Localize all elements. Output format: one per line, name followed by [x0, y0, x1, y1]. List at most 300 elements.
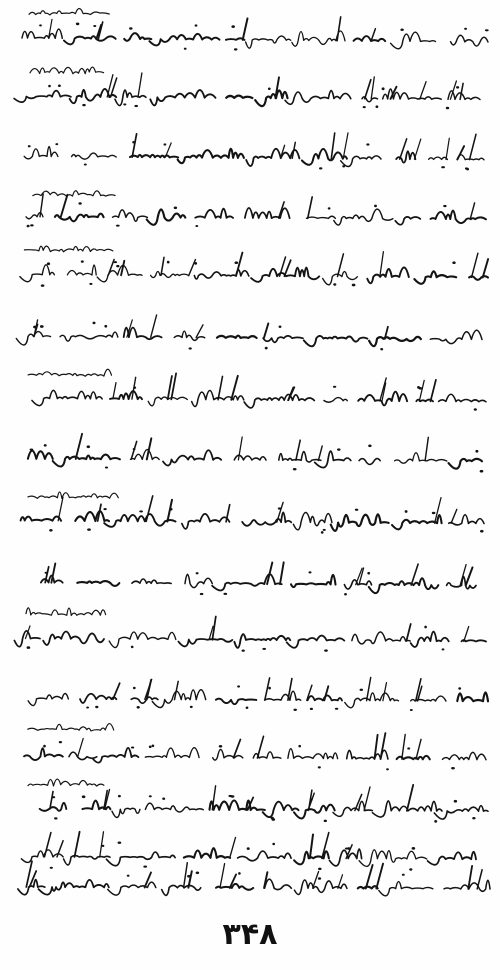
script-dot — [93, 25, 96, 27]
script-dot — [319, 167, 322, 169]
script-ascender-stroke — [431, 380, 436, 401]
script-word-stroke — [162, 885, 201, 895]
script-dot — [412, 847, 416, 850]
script-word-stroke — [210, 801, 265, 811]
script-dot — [366, 143, 369, 145]
script-dot — [328, 207, 331, 209]
script-ascender-stroke — [75, 832, 80, 857]
script-word-stroke — [287, 636, 345, 648]
script-ascender-stroke — [337, 17, 341, 41]
script-word-stroke — [395, 453, 447, 464]
handwritten-line — [22, 8, 489, 50]
script-dot — [472, 817, 475, 819]
script-dot — [195, 24, 198, 26]
script-word-stroke — [246, 36, 291, 48]
script-dot — [278, 507, 282, 509]
script-word-stroke — [293, 513, 332, 530]
script-word-stroke — [14, 91, 71, 103]
script-ascender-stroke — [380, 252, 384, 277]
script-dot — [279, 326, 282, 328]
script-dot — [132, 141, 135, 144]
script-ascender-stroke — [113, 383, 116, 399]
script-dot — [318, 877, 321, 880]
script-dot — [55, 143, 58, 145]
script-word-stroke — [395, 217, 420, 225]
script-word-stroke — [145, 803, 203, 812]
script-dot — [323, 529, 326, 531]
script-word-stroke — [108, 882, 156, 895]
script-word-stroke — [150, 90, 215, 105]
script-word-stroke — [288, 749, 338, 759]
script-dot — [374, 205, 377, 208]
script-dot — [82, 104, 85, 106]
script-word-stroke — [152, 690, 205, 708]
script-ascender-stroke — [313, 872, 319, 889]
script-dot — [137, 706, 140, 709]
script-dot — [28, 145, 31, 147]
script-dot — [134, 105, 138, 107]
script-ascender-stroke — [420, 82, 426, 100]
script-dot — [116, 225, 120, 227]
script-dot — [231, 25, 235, 28]
script-word-stroke — [115, 90, 146, 105]
script-word-stroke — [265, 879, 292, 889]
script-ascender-stroke — [466, 567, 473, 585]
script-dot — [380, 348, 383, 350]
script-ascender-stroke — [146, 496, 153, 521]
script-dot — [81, 260, 84, 262]
script-ascender-stroke — [189, 260, 196, 276]
script-ascender-stroke — [381, 733, 386, 759]
script-dot — [344, 593, 347, 596]
script-word-stroke — [28, 694, 68, 706]
script-dot — [129, 27, 132, 29]
script-dot — [405, 510, 408, 513]
script-dot — [164, 143, 167, 145]
script-dot — [375, 105, 378, 108]
script-ascender-stroke — [406, 624, 410, 641]
script-word-stroke — [112, 808, 140, 817]
script-dot — [43, 745, 46, 748]
handwritten-line — [24, 724, 486, 771]
script-dot — [76, 23, 80, 26]
script-word-stroke — [331, 514, 389, 531]
script-ascender-stroke — [175, 681, 179, 699]
script-dot — [41, 284, 45, 287]
script-ascender-stroke — [364, 787, 370, 811]
script-dot — [52, 796, 55, 798]
script-dot — [335, 708, 339, 710]
script-ascender-stroke — [470, 134, 477, 159]
script-dot — [458, 687, 461, 689]
script-word-stroke — [53, 455, 120, 467]
script-word-stroke — [124, 33, 151, 41]
script-ascender-stroke — [310, 835, 313, 859]
script-dot — [116, 265, 119, 267]
script-dot — [247, 847, 250, 850]
script-word-stroke — [226, 38, 245, 40]
script-word-stroke — [24, 147, 58, 159]
script-word-stroke — [352, 632, 410, 644]
script-word-stroke — [178, 639, 232, 647]
script-dot — [84, 163, 87, 165]
script-ascender-stroke — [108, 260, 114, 276]
script-word-stroke — [149, 34, 219, 46]
script-dot — [400, 29, 403, 32]
script-ascender-stroke — [343, 133, 348, 159]
script-dot — [92, 322, 95, 325]
script-word-stroke — [359, 850, 427, 867]
script-ascender-stroke — [151, 315, 157, 337]
script-word-stroke — [396, 151, 415, 162]
script-dot — [45, 572, 48, 574]
script-word-stroke — [60, 332, 118, 341]
script-ascender-stroke — [100, 832, 104, 857]
script-dot — [127, 875, 130, 877]
handwritten-line — [24, 133, 484, 171]
script-dot — [410, 709, 413, 711]
script-word-stroke — [93, 748, 138, 763]
script-dot — [386, 768, 389, 770]
script-word-stroke — [22, 29, 62, 38]
script-dot — [268, 87, 271, 90]
script-dot — [103, 508, 106, 510]
script-dot — [293, 468, 297, 470]
script-word-stroke — [391, 32, 436, 49]
script-ascender-stroke — [196, 325, 203, 338]
script-dot — [402, 874, 405, 876]
script-dot — [187, 875, 191, 878]
script-ascender-stroke — [296, 440, 300, 460]
script-dot — [268, 687, 271, 690]
script-dot — [167, 261, 170, 264]
script-word-stroke — [80, 694, 116, 703]
script-dot — [333, 283, 336, 285]
script-marginal-stroke — [28, 724, 114, 731]
script-dot — [309, 571, 312, 573]
script-word-stroke — [414, 271, 456, 283]
script-ascender-stroke — [483, 259, 488, 277]
script-marginal-stroke — [24, 246, 112, 252]
script-word-stroke — [285, 91, 351, 105]
script-word-stroke — [439, 394, 486, 402]
script-dot — [310, 708, 313, 710]
script-dot — [480, 530, 484, 533]
script-word-stroke — [43, 632, 104, 645]
handwritten-line — [28, 369, 486, 411]
script-ascender-stroke — [407, 785, 413, 811]
script-word-stroke — [291, 575, 336, 587]
script-dot — [33, 326, 36, 329]
script-dot — [102, 845, 105, 847]
script-dot — [30, 224, 34, 226]
script-word-stroke — [334, 209, 393, 225]
script-marginal-stroke — [28, 492, 118, 498]
script-dot — [409, 868, 412, 870]
script-word-stroke — [323, 272, 358, 285]
script-dot — [143, 865, 147, 867]
script-dot — [293, 709, 296, 711]
script-word-stroke — [64, 856, 110, 865]
script-ascender-stroke — [161, 257, 164, 275]
script-ascender-stroke — [402, 735, 405, 760]
script-word-stroke — [359, 459, 380, 465]
script-marginal-stroke — [33, 191, 115, 196]
script-word-stroke — [21, 517, 62, 521]
script-ascender-stroke — [61, 195, 68, 217]
script-word-stroke — [67, 265, 96, 275]
script-dot — [30, 449, 34, 451]
handwritten-line — [28, 779, 488, 823]
script-word-stroke — [77, 581, 119, 586]
script-word-stroke — [263, 336, 303, 342]
script-dot — [474, 408, 477, 411]
script-ascender-stroke — [318, 446, 322, 460]
script-ascender-stroke — [383, 683, 387, 701]
script-dot — [432, 512, 436, 514]
script-ascender-stroke — [425, 437, 428, 461]
script-dot — [485, 29, 489, 31]
script-word-stroke — [367, 268, 409, 284]
script-word-stroke — [24, 748, 63, 760]
script-ascender-stroke — [138, 73, 142, 97]
script-dot — [162, 798, 165, 800]
script-dot — [89, 283, 92, 285]
script-ascender-stroke — [121, 261, 124, 275]
script-word-stroke — [330, 849, 362, 866]
script-word-stroke — [302, 149, 347, 165]
script-word-stroke — [242, 512, 291, 525]
handwritten-line — [14, 608, 486, 652]
script-word-stroke — [431, 211, 487, 223]
script-dot — [262, 648, 266, 650]
script-dot — [44, 444, 47, 447]
script-dot — [324, 649, 328, 651]
script-dot — [169, 508, 172, 511]
script-dot — [87, 528, 91, 531]
script-marginal-stroke — [28, 369, 111, 376]
script-dot — [443, 205, 446, 207]
handwritten-line — [26, 191, 486, 228]
script-word-stroke — [104, 514, 175, 527]
script-word-stroke — [163, 450, 221, 465]
script-word-stroke — [64, 36, 116, 44]
script-dot — [118, 795, 121, 798]
script-dot — [238, 872, 241, 875]
script-word-stroke — [444, 880, 490, 891]
script-dot — [49, 529, 52, 532]
script-dot — [318, 766, 321, 768]
script-word-stroke — [434, 806, 488, 819]
script-ascender-stroke — [113, 683, 120, 699]
script-word-stroke — [194, 270, 248, 279]
script-dot — [95, 706, 98, 708]
script-dot — [310, 798, 313, 801]
script-ascender-stroke — [76, 434, 82, 459]
script-dot — [442, 648, 445, 650]
script-dot — [434, 820, 437, 823]
script-dot — [87, 445, 90, 448]
script-ascender-stroke — [58, 497, 63, 521]
handwritten-line — [21, 832, 476, 871]
script-word-stroke — [216, 699, 256, 705]
script-dot — [105, 466, 108, 468]
script-ascender-stroke — [78, 738, 84, 756]
script-dot — [184, 48, 187, 50]
script-word-stroke — [174, 331, 205, 340]
script-word-stroke — [392, 515, 442, 529]
script-word-stroke — [294, 805, 335, 819]
script-dot — [48, 85, 51, 88]
script-word-stroke — [32, 390, 102, 405]
script-dot — [235, 261, 239, 264]
script-word-stroke — [109, 632, 176, 648]
script-word-stroke — [178, 149, 244, 163]
script-dot — [54, 817, 57, 819]
script-dot — [59, 741, 62, 743]
script-dot — [367, 572, 370, 575]
script-dot — [149, 795, 152, 797]
script-word-stroke — [345, 693, 399, 708]
script-ascender-stroke — [243, 18, 248, 40]
script-dot — [368, 444, 371, 447]
script-dot — [195, 225, 198, 227]
script-dot — [58, 85, 61, 88]
script-ascender-stroke — [477, 870, 482, 889]
script-ascender-stroke — [257, 736, 263, 758]
script-ascender-stroke — [451, 509, 457, 523]
script-dot — [342, 165, 345, 167]
script-ascender-stroke — [366, 865, 373, 889]
script-word-stroke — [265, 691, 301, 700]
script-word-stroke — [238, 851, 292, 861]
script-dot — [82, 795, 86, 798]
script-dot — [321, 531, 324, 534]
script-dot — [265, 347, 268, 350]
script-dot — [446, 107, 449, 110]
script-word-stroke — [354, 36, 386, 41]
script-ascender-stroke — [464, 627, 469, 642]
script-word-stroke — [217, 336, 257, 338]
script-word-stroke — [304, 336, 368, 346]
script-dot — [237, 685, 240, 687]
script-word-stroke — [130, 155, 178, 158]
script-word-stroke — [131, 450, 160, 460]
script-word-stroke — [324, 398, 347, 403]
script-dot — [133, 448, 136, 450]
script-ascender-stroke — [419, 380, 424, 401]
script-dot — [417, 386, 420, 389]
script-ascender-stroke — [414, 139, 420, 159]
script-word-stroke — [244, 394, 314, 408]
script-dot — [47, 262, 50, 265]
script-word-stroke — [246, 149, 299, 166]
script-dot — [174, 206, 177, 209]
script-dot — [466, 168, 469, 171]
script-word-stroke — [97, 265, 142, 281]
handwritten-line — [18, 861, 490, 896]
script-word-stroke — [185, 574, 212, 587]
handwritten-line — [14, 67, 480, 109]
script-word-stroke — [344, 580, 371, 589]
script-dot — [27, 646, 31, 649]
script-dot — [452, 261, 455, 264]
script-ascender-stroke — [167, 500, 172, 522]
script-dot — [131, 746, 134, 748]
script-word-stroke — [147, 209, 186, 224]
script-dot — [149, 745, 152, 748]
script-ascender-stroke — [376, 864, 383, 889]
script-word-stroke — [430, 330, 482, 343]
script-dot — [123, 103, 126, 105]
script-dot — [352, 284, 356, 287]
script-dot — [223, 593, 227, 595]
script-dot — [363, 106, 366, 108]
script-marginal-stroke — [26, 608, 106, 616]
script-word-stroke — [69, 752, 97, 759]
script-dot — [407, 747, 410, 749]
script-word-stroke — [16, 332, 50, 345]
script-dot — [78, 202, 81, 204]
script-dot — [424, 626, 427, 629]
script-word-stroke — [295, 880, 347, 894]
script-word-stroke — [145, 748, 199, 758]
script-ascender-stroke — [264, 324, 268, 339]
script-word-stroke — [28, 451, 53, 459]
script-word-stroke — [151, 272, 189, 278]
script-word-stroke — [226, 96, 252, 98]
script-ascender-stroke — [280, 562, 284, 584]
script-word-stroke — [255, 90, 287, 106]
script-dot — [480, 470, 484, 473]
script-dot — [246, 707, 249, 709]
script-dot — [456, 86, 459, 88]
script-dot — [337, 448, 340, 450]
script-dot — [454, 800, 457, 803]
script-dot — [451, 767, 455, 769]
script-word-stroke — [358, 886, 378, 888]
script-ascender-stroke — [470, 203, 474, 219]
script-dot — [114, 261, 118, 263]
handwritten-line — [20, 246, 488, 287]
script-word-stroke — [216, 884, 253, 890]
handwritten-line — [16, 315, 482, 350]
script-dot — [118, 842, 122, 844]
handwritten-line — [21, 492, 484, 534]
script-dot — [242, 649, 245, 651]
script-dot — [196, 572, 199, 574]
script-ascender-stroke — [218, 376, 222, 399]
script-ascender-stroke — [324, 686, 328, 700]
script-dot — [234, 48, 238, 50]
script-word-stroke — [369, 337, 421, 346]
script-word-stroke — [195, 209, 233, 218]
script-word-stroke — [442, 752, 486, 759]
script-dot — [360, 689, 364, 691]
script-marginal-stroke — [28, 779, 104, 786]
script-word-stroke — [245, 208, 290, 218]
handwritten-line — [28, 434, 483, 473]
script-word-stroke — [113, 210, 148, 221]
script-ascender-stroke — [365, 80, 371, 99]
script-word-stroke — [182, 514, 230, 529]
handwritten-line — [41, 562, 476, 595]
script-ascender-stroke — [132, 134, 136, 157]
script-dot — [324, 820, 327, 823]
script-word-stroke — [379, 882, 433, 896]
script-word-stroke — [429, 157, 448, 159]
script-dot — [475, 450, 478, 453]
